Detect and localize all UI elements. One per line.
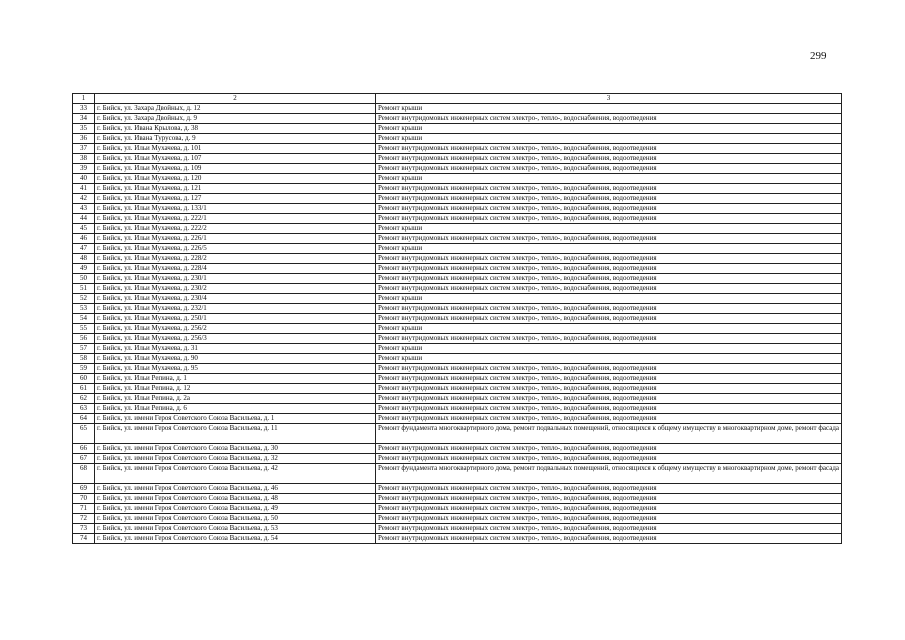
address-cell: г. Бийск, ул. Ильи Мухачева, д. 250/1	[95, 314, 376, 324]
table-row	[73, 314, 842, 324]
address-cell: г. Бийск, ул. имени Героя Советского Союза Васильева, д. 30	[95, 444, 376, 454]
row-number-cell: 39	[73, 164, 95, 174]
row-number-cell: 57	[73, 344, 95, 354]
table-row	[73, 174, 842, 184]
work-type-cell: Ремонт внутридомовых инженерных систем электро-, тепло-, водоснабжения, водоотведения	[376, 334, 842, 344]
work-type-cell: Ремонт внутридомовых инженерных систем электро-, тепло-, водоснабжения, водоотведения	[376, 404, 842, 414]
table-row	[73, 414, 842, 424]
table-row	[73, 464, 842, 484]
row-number-cell: 46	[73, 234, 95, 244]
table-row	[73, 424, 842, 444]
work-type-cell: Ремонт крыши	[376, 344, 842, 354]
row-number-cell: 34	[73, 114, 95, 124]
row-number-cell: 38	[73, 154, 95, 164]
address-cell: г. Бийск, ул. Ильи Мухачева, д. 90	[95, 354, 376, 364]
table-row	[73, 204, 842, 214]
work-type-cell: Ремонт крыши	[376, 354, 842, 364]
row-number-cell: 53	[73, 304, 95, 314]
work-type-cell: Ремонт внутридомовых инженерных систем электро-, тепло-, водоснабжения, водоотведения	[376, 214, 842, 224]
page-number: 299	[810, 50, 827, 62]
work-type-cell: Ремонт внутридомовых инженерных систем электро-, тепло-, водоснабжения, водоотведения	[376, 414, 842, 424]
address-cell: г. Бийск, ул. имени Героя Советского Союза Васильева, д. 48	[95, 494, 376, 504]
row-number-cell: 68	[73, 464, 95, 484]
table-row	[73, 224, 842, 234]
work-type-cell: Ремонт внутридомовых инженерных систем электро-, тепло-, водоснабжения, водоотведения	[376, 484, 842, 494]
address-cell: г. Бийск, ул. Ильи Мухачева, д. 230/2	[95, 284, 376, 294]
row-number-cell: 54	[73, 314, 95, 324]
row-number-cell: 65	[73, 424, 95, 444]
table-row	[73, 454, 842, 464]
table-row	[73, 324, 842, 334]
table-row	[73, 344, 842, 354]
address-cell: г. Бийск, ул. Ильи Мухачева, д. 226/5	[95, 244, 376, 254]
row-number-cell: 41	[73, 184, 95, 194]
work-type-cell: Ремонт фундамента многоквартирного дома, ремонт подвальных помещений, относящихся к общему имуществу в многоквартирном доме, ремонт фасада	[376, 464, 842, 484]
table-row	[73, 534, 842, 544]
row-number-cell: 33	[73, 104, 95, 114]
address-cell: г. Бийск, ул. Ильи Мухачева, д. 222/1	[95, 214, 376, 224]
table-row	[73, 304, 842, 314]
row-number-cell: 66	[73, 444, 95, 454]
work-type-cell: Ремонт внутридомовых инженерных систем электро-, тепло-, водоснабжения, водоотведения	[376, 284, 842, 294]
work-type-cell: Ремонт внутридомовых инженерных систем электро-, тепло-, водоснабжения, водоотведения	[376, 194, 842, 204]
table-row	[73, 374, 842, 384]
work-type-cell: Ремонт внутридомовых инженерных систем электро-, тепло-, водоснабжения, водоотведения	[376, 394, 842, 404]
row-number-cell: 71	[73, 504, 95, 514]
address-cell: г. Бийск, ул. Ильи Репина, д. 12	[95, 384, 376, 394]
table-row	[73, 194, 842, 204]
work-type-cell: Ремонт внутридомовых инженерных систем электро-, тепло-, водоснабжения, водоотведения	[376, 384, 842, 394]
work-type-cell: Ремонт внутридомовых инженерных систем электро-, тепло-, водоснабжения, водоотведения	[376, 494, 842, 504]
row-number-cell: 59	[73, 364, 95, 374]
table-row	[73, 234, 842, 244]
column-header-number: 1	[73, 94, 95, 104]
work-type-cell: Ремонт крыши	[376, 104, 842, 114]
address-cell: г. Бийск, ул. имени Героя Советского Союза Васильева, д. 42	[95, 464, 376, 484]
row-number-cell: 73	[73, 524, 95, 534]
row-number-cell: 55	[73, 324, 95, 334]
row-number-cell: 44	[73, 214, 95, 224]
work-type-cell: Ремонт внутридомовых инженерных систем электро-, тепло-, водоснабжения, водоотведения	[376, 164, 842, 174]
address-cell: г. Бийск, ул. Ильи Мухачева, д. 107	[95, 154, 376, 164]
address-cell: г. Бийск, ул. Ильи Репина, д. 2а	[95, 394, 376, 404]
table-row	[73, 514, 842, 524]
row-number-cell: 48	[73, 254, 95, 264]
table-row	[73, 384, 842, 394]
address-cell: г. Бийск, ул. Ильи Репина, д. 1	[95, 374, 376, 384]
table-row	[73, 524, 842, 534]
address-cell: г. Бийск, ул. Ильи Мухачева, д. 226/1	[95, 234, 376, 244]
work-type-cell: Ремонт крыши	[376, 224, 842, 234]
work-type-cell: Ремонт внутридомовых инженерных систем электро-, тепло-, водоснабжения, водоотведения	[376, 504, 842, 514]
address-cell: г. Бийск, ул. Ильи Мухачева, д. 127	[95, 194, 376, 204]
address-cell: г. Бийск, ул. имени Героя Советского Союза Васильева, д. 49	[95, 504, 376, 514]
work-type-cell: Ремонт внутридомовых инженерных систем электро-, тепло-, водоснабжения, водоотведения	[376, 534, 842, 544]
row-number-cell: 61	[73, 384, 95, 394]
work-type-cell: Ремонт внутридомовых инженерных систем электро-, тепло-, водоснабжения, водоотведения	[376, 514, 842, 524]
address-cell: г. Бийск, ул. Ильи Мухачева, д. 256/3	[95, 334, 376, 344]
address-cell: г. Бийск, ул. Ильи Мухачева, д. 228/2	[95, 254, 376, 264]
table-row	[73, 404, 842, 414]
table-row	[73, 154, 842, 164]
work-type-cell: Ремонт внутридомовых инженерных систем электро-, тепло-, водоснабжения, водоотведения	[376, 314, 842, 324]
table-row	[73, 124, 842, 134]
row-number-cell: 62	[73, 394, 95, 404]
work-type-cell: Ремонт внутридомовых инженерных систем электро-, тепло-, водоснабжения, водоотведения	[376, 154, 842, 164]
address-cell: г. Бийск, ул. Ильи Мухачева, д. 228/4	[95, 264, 376, 274]
row-number-cell: 69	[73, 484, 95, 494]
address-cell: г. Бийск, ул. Ильи Мухачева, д. 120	[95, 174, 376, 184]
row-number-cell: 60	[73, 374, 95, 384]
table-row	[73, 284, 842, 294]
work-type-cell: Ремонт крыши	[376, 174, 842, 184]
work-type-cell: Ремонт внутридомовых инженерных систем электро-, тепло-, водоснабжения, водоотведения	[376, 144, 842, 154]
work-type-cell: Ремонт внутридомовых инженерных систем электро-, тепло-, водоснабжения, водоотведения	[376, 304, 842, 314]
row-number-cell: 56	[73, 334, 95, 344]
work-type-cell: Ремонт внутридомовых инженерных систем электро-, тепло-, водоснабжения, водоотведения	[376, 114, 842, 124]
table-row	[73, 394, 842, 404]
address-cell: г. Бийск, ул. Ильи Репина, д. 6	[95, 404, 376, 414]
work-type-cell: Ремонт крыши	[376, 324, 842, 334]
table-row	[73, 144, 842, 154]
address-cell: г. Бийск, ул. имени Героя Советского Союза Васильева, д. 1	[95, 414, 376, 424]
work-type-cell: Ремонт внутридомовых инженерных систем электро-, тепло-, водоснабжения, водоотведения	[376, 364, 842, 374]
address-cell: г. Бийск, ул. Захара Двойных, д. 12	[95, 104, 376, 114]
address-cell: г. Бийск, ул. Ильи Мухачева, д. 109	[95, 164, 376, 174]
table-row	[73, 484, 842, 494]
table-row	[73, 164, 842, 174]
repair-table	[72, 93, 842, 544]
address-cell: г. Бийск, ул. Ильи Мухачева, д. 31	[95, 344, 376, 354]
address-cell: г. Бийск, ул. Ильи Мухачева, д. 256/2	[95, 324, 376, 334]
row-number-cell: 42	[73, 194, 95, 204]
address-cell: г. Бийск, ул. Ильи Мухачева, д. 222/2	[95, 224, 376, 234]
row-number-cell: 70	[73, 494, 95, 504]
address-cell: г. Бийск, ул. Захара Двойных, д. 9	[95, 114, 376, 124]
table-row	[73, 254, 842, 264]
work-type-cell: Ремонт внутридомовых инженерных систем электро-, тепло-, водоснабжения, водоотведения	[376, 444, 842, 454]
work-type-cell: Ремонт внутридомовых инженерных систем электро-, тепло-, водоснабжения, водоотведения	[376, 254, 842, 264]
work-type-cell: Ремонт внутридомовых инженерных систем электро-, тепло-, водоснабжения, водоотведения	[376, 204, 842, 214]
row-number-cell: 35	[73, 124, 95, 134]
table-row	[73, 334, 842, 344]
address-cell: г. Бийск, ул. Ивана Турусова, д. 9	[95, 134, 376, 144]
address-cell: г. Бийск, ул. Ильи Мухачева, д. 232/1	[95, 304, 376, 314]
work-type-cell: Ремонт крыши	[376, 124, 842, 134]
table-row	[73, 104, 842, 114]
address-cell: г. Бийск, ул. Ильи Мухачева, д. 101	[95, 144, 376, 154]
row-number-cell: 43	[73, 204, 95, 214]
work-type-cell: Ремонт внутридомовых инженерных систем электро-, тепло-, водоснабжения, водоотведения	[376, 264, 842, 274]
address-cell: г. Бийск, ул. Ивана Крылова, д. 38	[95, 124, 376, 134]
row-number-cell: 72	[73, 514, 95, 524]
address-cell: г. Бийск, ул. Ильи Мухачева, д. 95	[95, 364, 376, 374]
work-type-cell: Ремонт внутридомовых инженерных систем электро-, тепло-, водоснабжения, водоотведения	[376, 184, 842, 194]
address-cell: г. Бийск, ул. Ильи Мухачева, д. 230/4	[95, 294, 376, 304]
table-row	[73, 264, 842, 274]
table-row	[73, 494, 842, 504]
address-cell: г. Бийск, ул. имени Героя Советского Союза Васильева, д. 11	[95, 424, 376, 444]
table-header-row	[73, 94, 842, 104]
work-type-cell: Ремонт крыши	[376, 134, 842, 144]
row-number-cell: 52	[73, 294, 95, 304]
table-row	[73, 444, 842, 454]
address-cell: г. Бийск, ул. имени Героя Советского Союза Васильева, д. 54	[95, 534, 376, 544]
work-type-cell: Ремонт крыши	[376, 294, 842, 304]
table-row	[73, 114, 842, 124]
row-number-cell: 74	[73, 534, 95, 544]
row-number-cell: 50	[73, 274, 95, 284]
row-number-cell: 67	[73, 454, 95, 464]
column-header-address: 2	[95, 94, 376, 104]
table-row	[73, 294, 842, 304]
address-cell: г. Бийск, ул. Ильи Мухачева, д. 133/1	[95, 204, 376, 214]
row-number-cell: 47	[73, 244, 95, 254]
row-number-cell: 64	[73, 414, 95, 424]
address-cell: г. Бийск, ул. Ильи Мухачева, д. 230/1	[95, 274, 376, 284]
address-cell: г. Бийск, ул. имени Героя Советского Союза Васильева, д. 32	[95, 454, 376, 464]
row-number-cell: 45	[73, 224, 95, 234]
row-number-cell: 36	[73, 134, 95, 144]
row-number-cell: 63	[73, 404, 95, 414]
table-row	[73, 184, 842, 194]
table-body	[73, 104, 842, 544]
address-cell: г. Бийск, ул. Ильи Мухачева, д. 121	[95, 184, 376, 194]
work-type-cell: Ремонт внутридомовых инженерных систем электро-, тепло-, водоснабжения, водоотведения	[376, 274, 842, 284]
address-cell: г. Бийск, ул. имени Героя Советского Союза Васильева, д. 46	[95, 484, 376, 494]
table-row	[73, 244, 842, 254]
work-type-cell: Ремонт внутридомовых инженерных систем электро-, тепло-, водоснабжения, водоотведения	[376, 524, 842, 534]
work-type-cell: Ремонт крыши	[376, 244, 842, 254]
table-row	[73, 134, 842, 144]
table-row	[73, 214, 842, 224]
address-cell: г. Бийск, ул. имени Героя Советского Союза Васильева, д. 53	[95, 524, 376, 534]
row-number-cell: 40	[73, 174, 95, 184]
table-row	[73, 364, 842, 374]
address-cell: г. Бийск, ул. имени Героя Советского Союза Васильева, д. 50	[95, 514, 376, 524]
work-type-cell: Ремонт внутридомовых инженерных систем электро-, тепло-, водоснабжения, водоотведения	[376, 234, 842, 244]
work-type-cell: Ремонт фундамента многоквартирного дома, ремонт подвальных помещений, относящихся к общему имуществу в многоквартирном доме, ремонт фасада	[376, 424, 842, 444]
table-row	[73, 274, 842, 284]
row-number-cell: 37	[73, 144, 95, 154]
column-header-work: 3	[376, 94, 842, 104]
row-number-cell: 58	[73, 354, 95, 364]
row-number-cell: 51	[73, 284, 95, 294]
row-number-cell: 49	[73, 264, 95, 274]
work-type-cell: Ремонт внутридомовых инженерных систем электро-, тепло-, водоснабжения, водоотведения	[376, 374, 842, 384]
table-row	[73, 504, 842, 514]
work-type-cell: Ремонт внутридомовых инженерных систем электро-, тепло-, водоснабжения, водоотведения	[376, 454, 842, 464]
table-row	[73, 354, 842, 364]
